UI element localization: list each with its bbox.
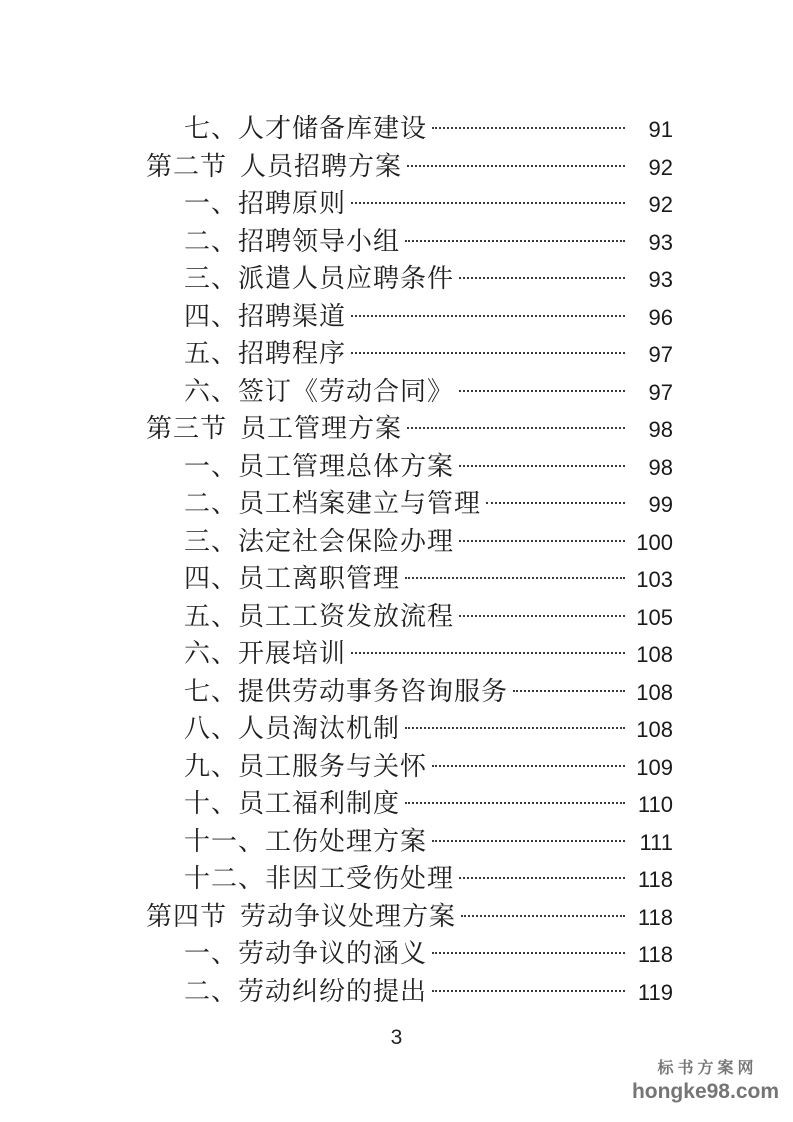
toc-entry[interactable] <box>146 823 673 861</box>
toc-entry-page: 108 <box>636 717 673 742</box>
toc-entry[interactable] <box>146 748 673 786</box>
dot-leader <box>407 427 625 429</box>
toc-entry[interactable] <box>146 335 673 373</box>
toc-entry-number: 九、 <box>184 751 239 781</box>
toc-entry-title: 法定社会保险办理 <box>238 526 455 556</box>
dot-leader <box>459 465 625 467</box>
toc-entry-number: 第四节 <box>146 901 228 931</box>
toc-entry-title: 员工档案建立与管理 <box>238 489 482 518</box>
toc-entry-number: 第二节 <box>146 151 228 181</box>
toc-entry-title: 员工工资发放流程 <box>238 601 455 631</box>
toc-entry-title: 派遣人员应聘条件 <box>238 264 455 293</box>
toc-entry-title: 员工离职管理 <box>238 564 401 593</box>
dot-leader <box>405 577 625 579</box>
toc-entry-number: 一、 <box>184 189 239 218</box>
toc-entry[interactable] <box>146 673 673 711</box>
toc-entry-page: 118 <box>637 942 673 967</box>
page-number: 3 <box>390 1026 403 1049</box>
toc-entry[interactable] <box>146 448 673 486</box>
dot-leader <box>405 802 625 804</box>
toc-entry-number: 二、 <box>184 489 239 518</box>
toc-entry-page: 118 <box>637 904 673 930</box>
toc-entry-page: 92 <box>648 154 673 180</box>
dot-leader <box>513 690 625 692</box>
toc-entry-number: 二、 <box>184 226 239 256</box>
toc-entry-page: 110 <box>637 792 673 817</box>
watermark <box>632 1058 779 1104</box>
toc-entry[interactable] <box>146 485 673 523</box>
toc-entry-title: 招聘渠道 <box>238 301 347 331</box>
dot-leader <box>459 390 625 392</box>
toc-entry-page: 98 <box>648 454 673 480</box>
toc-entry-number: 十一、 <box>184 826 266 856</box>
toc-entry-number: 五、 <box>184 339 239 368</box>
dot-leader <box>459 877 625 879</box>
toc-entry-page: 93 <box>648 229 673 255</box>
dot-leader <box>351 202 625 204</box>
toc-entry[interactable] <box>146 148 673 186</box>
toc-entry[interactable] <box>146 410 673 448</box>
toc-entry[interactable] <box>146 898 673 936</box>
toc-entry-number: 三、 <box>184 264 239 293</box>
dot-leader <box>351 315 625 317</box>
toc-entry-number: 十二、 <box>184 864 266 893</box>
dot-leader <box>432 840 625 842</box>
toc-entry-number: 七、 <box>184 676 239 706</box>
toc-entry-page: 97 <box>648 342 673 367</box>
toc-entry-number: 第三节 <box>146 414 228 443</box>
dot-leader <box>432 765 625 767</box>
toc-entry-title: 员工管理总体方案 <box>238 451 455 481</box>
toc-entry-page: 98 <box>648 417 673 442</box>
toc-entry[interactable] <box>146 973 673 1011</box>
toc-entry-number: 三、 <box>184 526 239 556</box>
toc-entry[interactable] <box>146 260 673 298</box>
toc-entry-title: 员工服务与关怀 <box>238 751 428 781</box>
toc-entry-page: 103 <box>636 567 673 592</box>
toc-entry[interactable] <box>146 935 673 973</box>
toc-entry-page: 100 <box>636 529 673 555</box>
toc-entry-title: 劳动争议处理方案 <box>240 901 457 931</box>
toc-entry[interactable] <box>146 635 673 673</box>
dot-leader <box>407 165 625 167</box>
toc-entry-page: 105 <box>636 604 673 630</box>
toc-entry-page: 119 <box>637 979 673 1005</box>
dot-leader <box>351 352 625 354</box>
dot-leader <box>432 127 625 129</box>
toc-entry-page: 108 <box>636 679 673 705</box>
toc-entry-number: 一、 <box>184 451 239 481</box>
watermark-site-name: 标书方案网 <box>657 1060 758 1077</box>
toc-entry[interactable] <box>146 185 673 223</box>
dot-leader <box>461 915 625 917</box>
toc-entry-number: 十、 <box>184 789 239 818</box>
toc-entry[interactable] <box>146 223 673 261</box>
dot-leader <box>432 990 625 992</box>
toc-entry-page: 97 <box>648 379 673 405</box>
toc-entry-title: 员工福利制度 <box>238 789 401 818</box>
toc-entry-number: 一、 <box>184 939 239 968</box>
toc-entry[interactable] <box>146 110 673 148</box>
toc-entry-number: 七、 <box>184 114 239 143</box>
dot-leader <box>459 615 625 617</box>
toc-entry-page: 109 <box>636 754 673 780</box>
dot-leader <box>351 652 625 654</box>
toc-entry-title: 招聘领导小组 <box>238 226 401 256</box>
toc-entry-number: 八、 <box>184 714 239 743</box>
toc-entry-page: 92 <box>648 192 673 217</box>
toc-entry-title: 劳动纠纷的提出 <box>238 976 428 1006</box>
toc-entry-title: 提供劳动事务咨询服务 <box>238 676 509 706</box>
toc-entry-page: 93 <box>648 267 673 292</box>
toc-entry-title: 开展培训 <box>238 639 347 668</box>
toc-entry-title: 员工管理方案 <box>240 414 403 443</box>
toc-entry-title: 工伤处理方案 <box>265 826 428 856</box>
dot-leader <box>486 502 625 504</box>
dot-leader <box>405 727 625 729</box>
dot-leader <box>459 277 625 279</box>
toc-entry[interactable] <box>146 298 673 336</box>
toc-entry-title: 人员淘汰机制 <box>238 714 401 743</box>
dot-leader <box>459 540 625 542</box>
toc-entry-page: 96 <box>648 304 673 330</box>
toc-entry-title: 招聘原则 <box>238 189 347 218</box>
toc-entry-number: 五、 <box>184 601 239 631</box>
toc-entry-title: 劳动争议的涵义 <box>238 939 428 968</box>
toc-entry[interactable] <box>146 785 673 823</box>
toc-entry[interactable] <box>146 373 673 411</box>
toc-entry-number: 四、 <box>184 564 239 593</box>
watermark-site-url: hongke98.com <box>631 1080 779 1103</box>
toc-entry[interactable] <box>146 560 673 598</box>
dot-leader <box>432 952 625 954</box>
toc-entry-title: 非因工受伤处理 <box>265 864 455 893</box>
toc-entry-page: 108 <box>636 642 673 667</box>
toc-entry-number: 六、 <box>184 376 239 406</box>
toc-entry-number: 四、 <box>184 301 239 331</box>
toc-entry-title: 招聘程序 <box>238 339 347 368</box>
toc-entry-number: 二、 <box>184 976 239 1006</box>
toc-entry[interactable] <box>146 598 673 636</box>
toc-entry-page: 91 <box>648 117 673 142</box>
dot-leader <box>405 240 625 242</box>
toc-entry-page: 99 <box>648 492 673 517</box>
toc-entry-number: 六、 <box>184 639 239 668</box>
toc-entry[interactable] <box>146 710 673 748</box>
toc-entry-page: 111 <box>639 829 673 855</box>
toc-entry-title: 人员招聘方案 <box>240 151 403 181</box>
toc-entry-page: 118 <box>637 867 673 892</box>
toc-entry[interactable] <box>146 523 673 561</box>
toc-entry-title: 签订《劳动合同》 <box>238 376 455 406</box>
toc-entry-title: 人才储备库建设 <box>238 114 428 143</box>
toc-entry[interactable] <box>146 860 673 898</box>
table-of-contents <box>146 110 673 1010</box>
